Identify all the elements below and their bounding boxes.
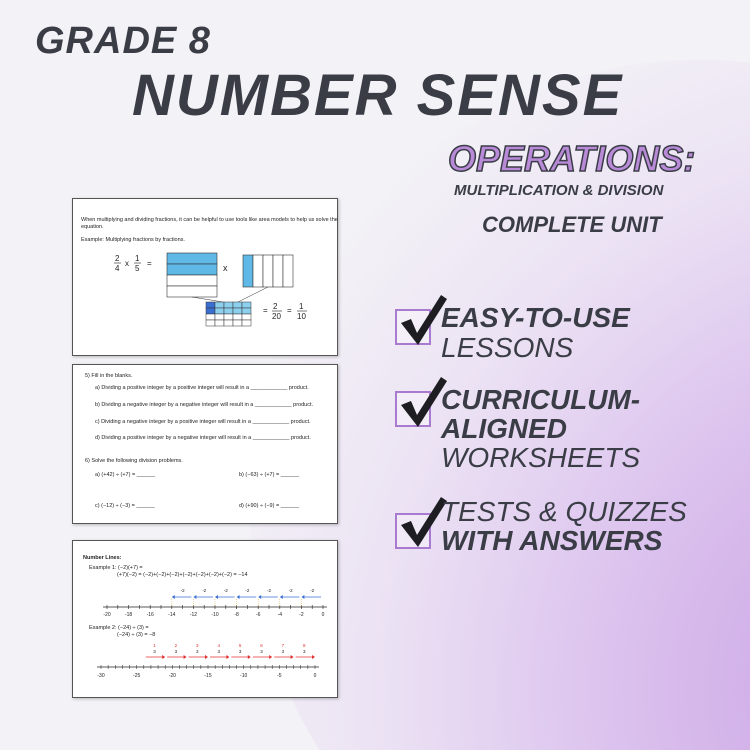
number-line-1-label: -6 [255, 612, 261, 618]
ws2-item-d: d) Dividing a positive integer by a negative integer will result in a ____________ product. [95, 435, 311, 441]
number-line-1-arrowhead [237, 595, 240, 599]
worksheet-preview-division [72, 364, 338, 524]
ws2-prob-d: d) (+90) ÷ (−9) = ______ [239, 503, 300, 509]
number-line-2-label: -5 [277, 673, 282, 679]
features-list [395, 285, 735, 565]
number-line-2-label: -20 [168, 673, 176, 679]
svg-text:=: = [263, 306, 268, 315]
svg-text:x: x [223, 263, 228, 273]
topic-subtitle: MULTIPLICATION & DIVISION [454, 182, 664, 199]
feature-2-line2: ALIGNED [441, 413, 567, 444]
svg-text:2: 2 [273, 302, 278, 311]
ws2-prob-b: b) (−63) ÷ (+7) = ______ [239, 472, 300, 478]
svg-text:2: 2 [115, 254, 120, 263]
number-line-2-label: -15 [204, 673, 212, 679]
number-line-1-jump-label: -2 [245, 588, 250, 593]
feature-1-line2: LESSONS [441, 332, 574, 363]
number-line-2-arrowhead [248, 655, 251, 659]
number-line-1-jump-label: -2 [223, 588, 228, 593]
number-line-2-label: -10 [240, 673, 248, 679]
svg-text:5: 5 [135, 264, 140, 273]
number-line-diagrams [73, 541, 339, 699]
feature-1-line1: EASY-TO-USE [441, 302, 630, 333]
number-line-2-jump-label: 3 [196, 649, 199, 654]
number-line-2-arrowhead [162, 655, 165, 659]
feature-3-line2: WITH ANSWERS [441, 525, 663, 556]
worksheet-preview-fractions [72, 198, 338, 356]
number-line-2-arrowhead [291, 655, 294, 659]
number-line-2-step-label: 1 [153, 643, 156, 648]
feature-2-line1: CURRICULUM- [441, 384, 641, 415]
number-line-1-arrowhead [301, 595, 304, 599]
number-line-2-step-label: 7 [281, 643, 285, 648]
topic-title: OPERATIONS: [448, 138, 696, 179]
ws1-intro2: equation. [81, 224, 104, 230]
number-line-1-jump-label: -2 [310, 588, 315, 593]
svg-text:=: = [287, 306, 292, 315]
page-title: NUMBER SENSE [132, 63, 624, 128]
number-line-2-label: 0 [313, 673, 317, 679]
number-line-1-jump-label: -2 [180, 588, 185, 593]
ws3-heading: Number Lines: [83, 555, 122, 561]
number-line-2-arrowhead [312, 655, 315, 659]
number-line-2-jump-label: 3 [260, 649, 263, 654]
svg-text:1: 1 [135, 254, 140, 263]
ws1-example: Example: Multiplying fractions by fractions. [81, 237, 185, 243]
number-line-1-label: -4 [277, 612, 283, 618]
ws2-item-c: c) Dividing a negative integer by a positive integer will result in a ____________ product. [95, 419, 311, 425]
unit-label: COMPLETE UNIT [482, 212, 662, 237]
ws2-q6: 6) Solve the following division problems. [85, 458, 183, 464]
number-line-1-label: -20 [103, 612, 111, 618]
number-line-1-arrowhead [280, 595, 283, 599]
feature-2-line3: WORKSHEETS [441, 442, 641, 473]
ws3-ex1b: (+7)(−2) = (−2)+(−2)+(−2)+(−2)+(−2)+(−2)+(−2) = −14 [117, 572, 248, 578]
number-line-2-arrowhead [269, 655, 272, 659]
svg-text:=: = [147, 259, 152, 268]
svg-text:10: 10 [297, 312, 306, 321]
number-line-2-step-label: 4 [217, 643, 220, 648]
number-line-2-arrowhead [205, 655, 208, 659]
svg-text:1: 1 [299, 302, 304, 311]
number-line-1-label: 0 [321, 612, 325, 618]
number-line-1-jump-label: -2 [266, 588, 272, 593]
number-line-1-label: -8 [234, 612, 239, 618]
number-line-2-jump-label: 3 [153, 649, 156, 654]
ws2-prob-a: a) (+42) ÷ (+7) = ______ [95, 472, 156, 478]
number-line-1-label: -2 [299, 612, 304, 618]
ws3-ex1: Example 1: (−2)(+7) = [89, 565, 143, 571]
number-line-1-arrowhead [258, 595, 261, 599]
svg-text:4: 4 [115, 264, 120, 273]
number-line-1-label: -16 [146, 612, 154, 618]
number-line-1-jump-label: -2 [202, 588, 207, 593]
number-line-1-label: -18 [124, 612, 133, 618]
number-line-2-jump-label: 3 [281, 649, 285, 654]
ws2-prob-c: c) (−12) ÷ (−3) = ______ [95, 503, 155, 509]
svg-text:20: 20 [272, 312, 281, 321]
number-line-1-arrowhead [193, 595, 196, 599]
number-line-2-label: -25 [133, 673, 141, 679]
ws3-ex2: Example 2: (−24) ÷ (3) = [89, 625, 149, 631]
grade-label: GRADE 8 [35, 20, 211, 62]
number-line-2-label: -30 [97, 673, 105, 679]
number-line-2-step-label: 5 [238, 643, 242, 648]
number-line-1-label: -12 [189, 612, 198, 618]
number-line-1-label: -10 [211, 612, 219, 618]
number-line-1-arrowhead [172, 595, 175, 599]
number-line-2-jump-label: 3 [303, 649, 306, 654]
number-line-2-jump-label: 3 [174, 649, 178, 654]
worksheet-preview-number-lines [72, 540, 338, 698]
number-line-2-jump-label: 3 [238, 649, 242, 654]
number-line-2-arrowhead [184, 655, 187, 659]
number-line-1-arrowhead [215, 595, 218, 599]
ws2-q5: 5) Fill in the blanks. [85, 373, 133, 379]
number-line-2-step-label: 8 [303, 643, 306, 648]
number-line-2-step-label: 2 [174, 643, 178, 648]
number-line-2-jump-label: 3 [217, 649, 220, 654]
number-line-2-step-label: 3 [196, 643, 199, 648]
ws3-ex2b: (−24) ÷ (3) = −8 [117, 632, 156, 638]
number-line-2-arrowhead [226, 655, 229, 659]
ws1-intro: When multiplying and dividing fractions, it can be helpful to use tools like area models to help us solve the [81, 217, 338, 223]
svg-text:x: x [125, 259, 129, 268]
ws2-item-a: a) Dividing a positive integer by a positive integer will result in a ____________ product. [95, 385, 309, 391]
number-line-1-label: -14 [168, 612, 176, 618]
number-line-2-step-label: 6 [260, 643, 263, 648]
number-line-1-jump-label: -2 [288, 588, 293, 593]
area-model-diagram [73, 199, 339, 357]
feature-3-line1: TESTS & QUIZZES [441, 496, 687, 527]
ws2-item-b: b) Dividing a negative integer by a negative integer will result in a ____________ product. [95, 402, 314, 408]
